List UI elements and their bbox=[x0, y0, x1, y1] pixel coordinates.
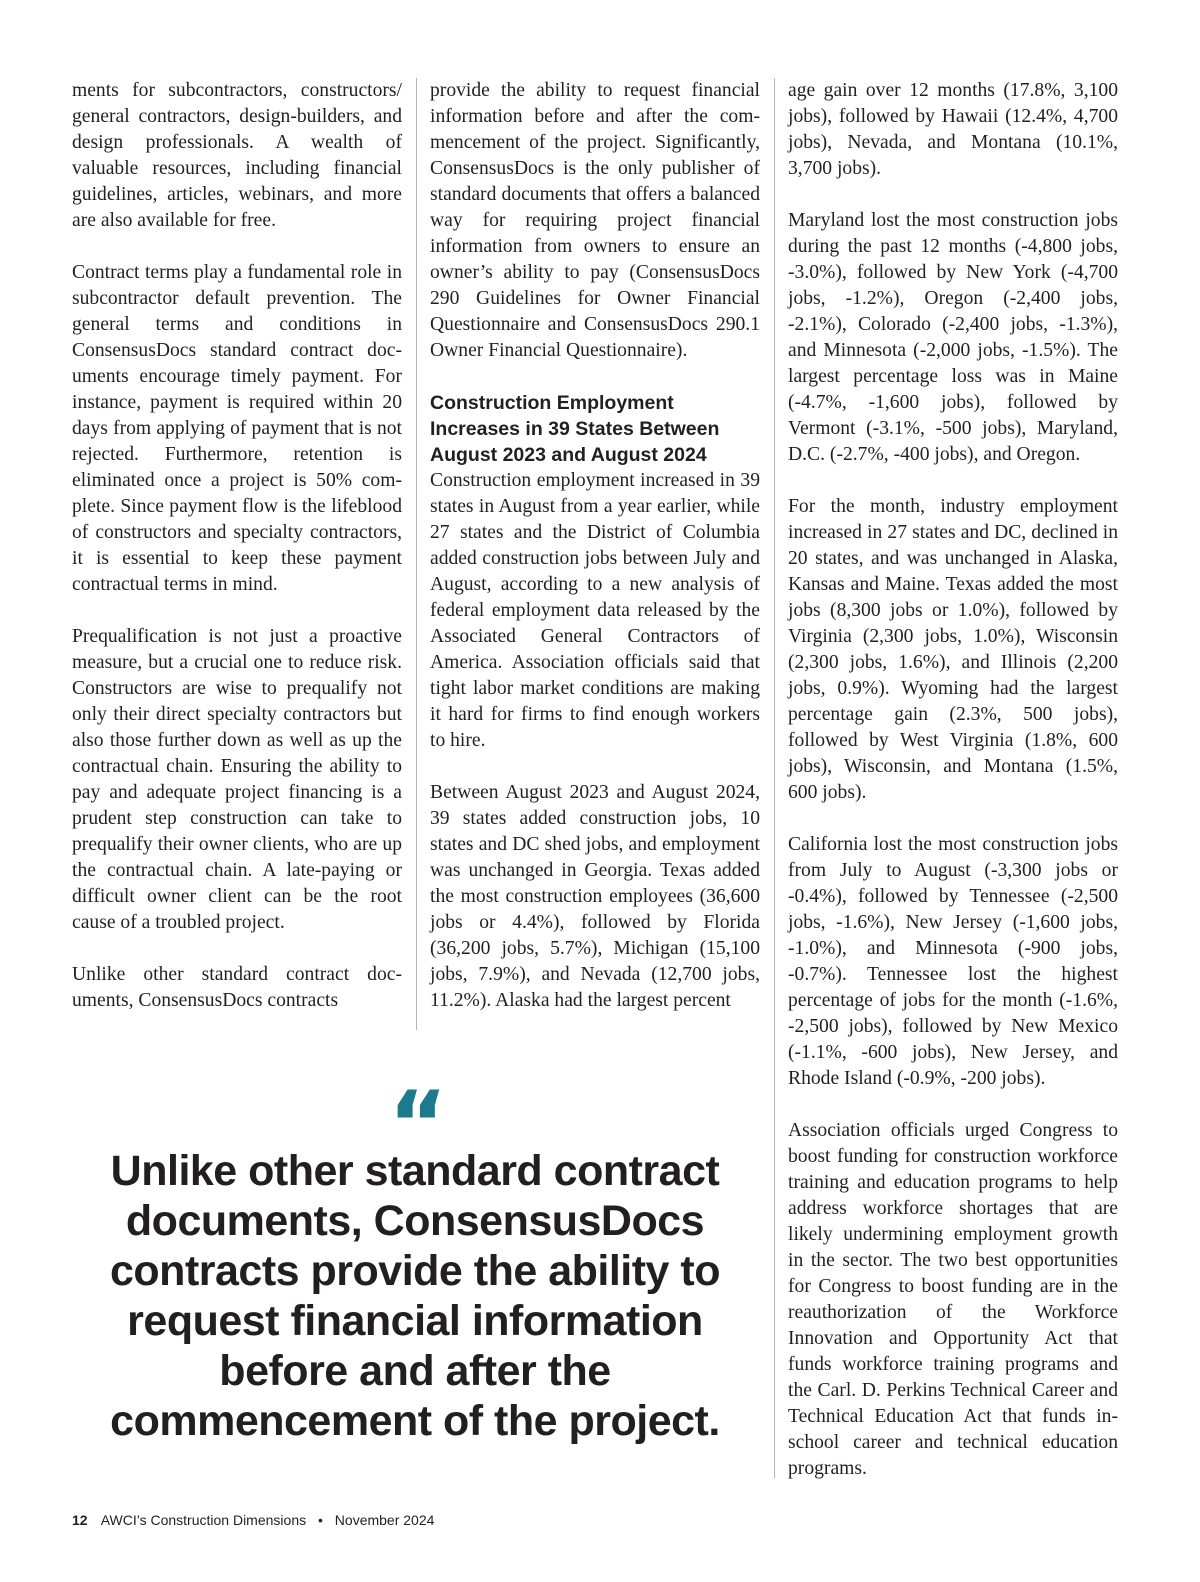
column-divider bbox=[774, 78, 775, 1478]
body-paragraph: Unlike other standard contract documents, ConsensusDocs contracts bbox=[72, 964, 402, 1011]
body-paragraph: Contract terms play a fundamental role in subcontractor default prevention. The general terms and conditions in ConsensusDocs standard contract documents encourage timely payment. For instance, payment is required within 20 days from applying of payment that is not rejected. Furthermore, retention is eliminated once a project is 50% complete. Since payment flow is the lifeblood of constructors and specialty contractors, it is essential to keep these payment contractual terms in mind. bbox=[72, 262, 402, 595]
body-paragraph: Construction employment increased in 39 states in August from a year earlier, while 27 states and the District of Columbia added construction jobs between July and August, according to a new analysis of federal employment data released by the Associated General Contractors of America. Association officials said that tight labor market conditions are making it hard for firms to find enough workers to hire. bbox=[430, 470, 760, 751]
body-paragraph: Between August 2023 and August 2024, 39 states added construction jobs, 10 states and DC shed jobs, and employment was unchanged in Georgia. Texas added the most construction employees (36,600 jobs or 4.4%), followed by Florida (36,200 jobs, 5.7%), Michigan (15,100 jobs, 7.9%), and Nevada (12,700 jobs, 11.2%). Alaska had the largest percent bbox=[430, 782, 760, 1011]
footer-separator: • bbox=[318, 1512, 323, 1528]
article-column-1 bbox=[72, 78, 402, 1014]
publication-name: AWCI’s Construction Dimensions bbox=[100, 1512, 307, 1528]
subheading-line: Increases in 39 States Between bbox=[430, 418, 720, 440]
issue-date: November 2024 bbox=[334, 1512, 435, 1528]
page-number: 12 bbox=[72, 1512, 88, 1528]
body-paragraph: Prequalification is not just a proactive measure, but a crucial one to reduce risk. Constructors are wise to prequalify not only their direct specialty contractors but also those further down as well as up the contractual chain. Ensuring the ability to pay and adequate project financing is a prudent step construction can take to prequalify their owner clients, who are up the contractual chain. A late-paying or difficult owner client can be the root cause of a troubled project. bbox=[72, 626, 402, 933]
pull-quote-text: Unlike other standard contract documents, ConsensusDocs contracts provide the ability to request financial information before and after the commencement of the project. bbox=[110, 1147, 720, 1445]
body-paragraph: Maryland lost the most construction jobs during the past 12 months (-4,800 jobs, -3.0%), followed by New York (-4,700 jobs, -1.2%), Oregon (-2,400 jobs, -2.1%), Colorado (-2,400 jobs, -1.3%), and Minnesota (-2,000 jobs, -1.5%). The largest percentage loss was in Maine (-4.7%, -1,600 jobs), followed by Vermont (-3.1%, -500 jobs), Maryland, D.C. (-2.7%, -400 jobs), and Oregon. bbox=[788, 210, 1118, 465]
quote-mark-icon: “ bbox=[388, 1072, 442, 1177]
body-paragraph: California lost the most construction jobs from July to August (-3,300 jobs or -0.4%), followed by Tennessee (-2,500 jobs, -1.6%), New Jersey (-1,600 jobs, -1.0%), and Minnesota (-900 jobs, -0.7%). Tennessee lost the highest percentage of jobs for the month (-1.6%, -2,500 jobs), followed by New Mexico (-1.1%, -600 jobs), New Jersey, and Rhode Island (-0.9%, -200 jobs). bbox=[788, 834, 1118, 1089]
body-paragraph: Association officials urged Congress to boost funding for construction workforce training and education programs to help address workforce shortages that are likely undermining employment growth in the sector. The two best opportunities for Congress to boost funding are in the reauthorization of the Workforce Innovation and Opportunity Act that funds workforce training programs and the Carl. D. Perkins Technical Career and Technical Education Act that funds in-school career and technical education programs. bbox=[788, 1120, 1118, 1479]
article-column-2 bbox=[430, 78, 760, 1014]
body-paragraph: age gain over 12 months (17.8%, 3,100 jobs), followed by Hawaii (12.4%, 4,700 jobs), Nevada, and Montana (10.1%, 3,700 jobs). bbox=[788, 80, 1118, 179]
section-subheading bbox=[430, 390, 760, 468]
subheading-line: Construction Employment bbox=[430, 392, 674, 414]
body-paragraph: provide the ability to request financial information before and after the commencement of the project. Significantly, ConsensusDocs is the only publisher of standard documents that offers a balanced way for requiring project financial information from owners to ensure an owner’s ability to pay (ConsensusDocs 290 Guidelines for Owner Financial Questionnaire and ConsensusDocs 290.1 Owner Financial Questionnaire). bbox=[430, 80, 760, 361]
subheading-line: August 2023 and August 2024 bbox=[430, 444, 707, 466]
article-column-3 bbox=[788, 78, 1118, 1482]
page-footer bbox=[72, 1512, 434, 1528]
column-divider bbox=[416, 78, 417, 1030]
body-paragraph: ments for subcontractors, constructors/ general contractors, design-builders, and design professionals. A wealth of valuable resources, including financial guidelines, articles, webinars, and more are also available for free. bbox=[72, 80, 402, 231]
pull-quote bbox=[85, 1072, 745, 1446]
body-paragraph: For the month, industry employment increased in 27 states and DC, declined in 20 states, and was unchanged in Alaska, Kansas and Maine. Texas added the most jobs (8,300 jobs or 1.0%), followed by Virginia (2,300 jobs, 1.0%), Wisconsin (2,300 jobs, 1.6%), and Illinois (2,200 jobs, 0.9%). Wyoming had the largest percentage gain (2.3%, 500 jobs), followed by West Virginia (1.8%, 600 jobs), Wisconsin, and Montana (1.5%, 600 jobs). bbox=[788, 496, 1118, 803]
